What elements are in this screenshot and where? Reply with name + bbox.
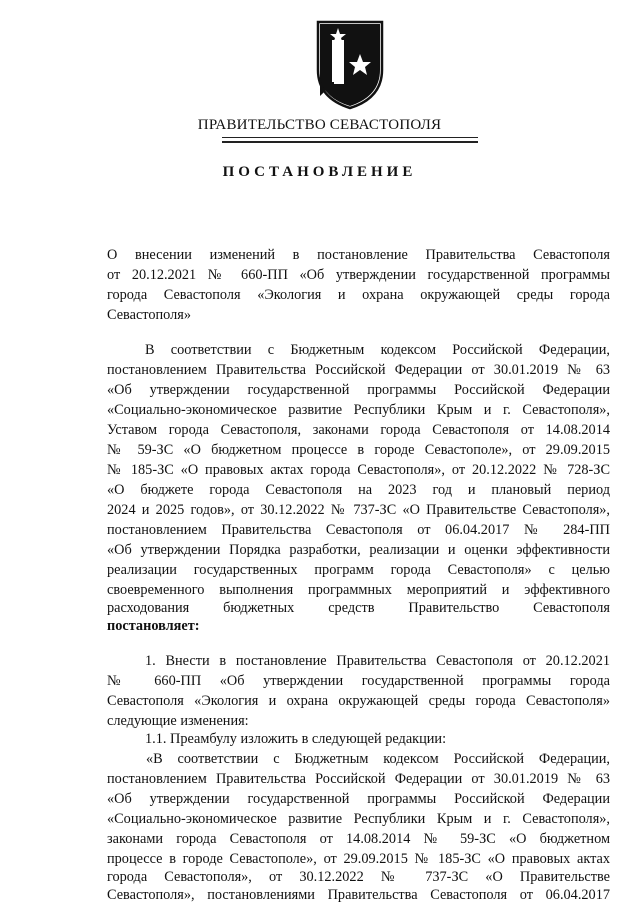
quoted-preamble-line: «Социально-экономическое развитие Республики Крым и г. Севастополя»,: [107, 811, 610, 827]
title-line: города Севастополя «Экология и охрана окружающей среды города: [107, 287, 610, 303]
quoted-preamble-line: «В соответствии с Бюджетным кодексом Российской Федерации,: [146, 751, 610, 767]
quoted-preamble-line: города Севастополя», от 30.12.2022 № 737-ЗС «О Правительстве: [107, 869, 610, 885]
preamble-line: «Об утверждении Порядка разработки, реализации и оценки эффективности: [107, 542, 610, 558]
preamble-line: «Социально-экономическое развитие Республики Крым и г. Севастополя»,: [107, 402, 610, 418]
document-type-heading: ПОСТАНОВЛЕНИЕ: [222, 164, 417, 180]
title-line: от 20.12.2021 № 660-ПП «Об утверждении государственной программы: [107, 267, 610, 283]
quoted-preamble-line: постановлением Правительства Российской Федерации от 30.01.2019 № 63: [107, 771, 610, 787]
sevastopol-coat-of-arms-emblem: [310, 18, 390, 110]
preamble-line: Уставом города Севастополя, законами города Севастополя от 14.08.2014: [107, 422, 610, 438]
preamble-line: расходования бюджетных средств Правительство Севастополя: [107, 600, 610, 616]
item-1-line: следующие изменения:: [107, 713, 249, 729]
preamble-line: «О бюджете города Севастополя на 2023 год и плановый период: [107, 482, 610, 498]
preamble-line: «Об утверждении государственной программы Российской Федерации: [107, 382, 610, 398]
preamble-line: 2024 и 2025 годов», от 30.12.2022 № 737-ЗС «О Правительстве Севастополя»,: [107, 502, 610, 518]
preamble-line: реализации государственных программ города Севастополя» с целью: [107, 562, 610, 578]
item-1-line: Севастополя «Экология и охрана окружающей среды города Севастополя»: [107, 693, 610, 709]
quoted-preamble-line: «Об утверждении государственной программы Российской Федерации: [107, 791, 610, 807]
item-1-line: № 660-ПП «Об утверждении государственной программы города: [107, 673, 610, 689]
preamble-line: постановлением Правительства Севастополя от 06.04.2017 № 284-ПП: [107, 522, 610, 538]
preamble-line: постановлением Правительства Российской Федерации от 30.01.2019 № 63: [107, 362, 610, 378]
header-rule-thin: [222, 137, 478, 138]
title-line: О внесении изменений в постановление Правительства Севастополя: [107, 247, 610, 263]
preamble-line: своевременного выполнения программных мероприятий и эффективного: [107, 582, 610, 598]
preamble-line: В соответствии с Бюджетным кодексом Российской Федерации,: [145, 342, 610, 358]
quoted-preamble-line: процессе в городе Севастополе», от 29.09.2015 № 185-ЗС «О правовых актах: [107, 851, 610, 867]
quoted-preamble-line: законами города Севастополя от 14.08.2014 № 59-ЗС «О бюджетном: [107, 831, 610, 847]
preamble-line: № 185-ЗС «О правовых актах города Севастополя», от 20.12.2022 № 728-ЗС: [107, 462, 610, 478]
item-1-1: 1.1. Преамбулу изложить в следующей редакции:: [145, 731, 447, 747]
item-1-line: 1. Внести в постановление Правительства Севастополя от 20.12.2021: [145, 653, 610, 669]
resolves-word: постановляет:: [107, 618, 200, 634]
header-rule-thick: [222, 141, 478, 143]
quoted-preamble-line: Севастополя», постановлениями Правительства Севастополя от 06.04.2017: [107, 887, 610, 903]
title-line: Севастополя»: [107, 307, 191, 323]
government-name: ПРАВИТЕЛЬСТВО СЕВАСТОПОЛЯ: [197, 117, 442, 133]
preamble-line: № 59-ЗС «О бюджетном процессе в городе Севастополе», от 29.09.2015: [107, 442, 610, 458]
